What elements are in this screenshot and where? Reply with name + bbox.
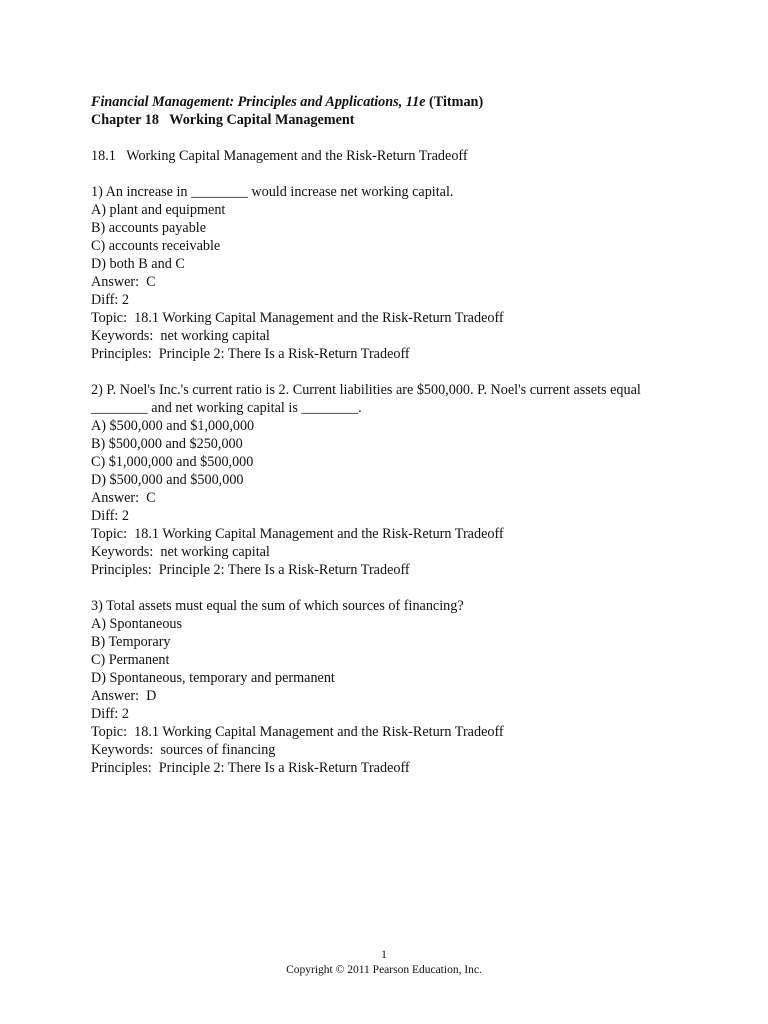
answer-key: Answer: C <box>91 490 156 506</box>
difficulty: Diff: 2 <box>91 508 129 524</box>
answer-key: Answer: D <box>91 688 157 704</box>
principles: Principles: Principle 2: There Is a Risk-Return Tradeoff <box>91 760 410 776</box>
question-stem: 2) P. Noel's Inc.'s current ratio is 2. Current liabilities are $500,000. P. Noel's current assets equal <box>91 382 641 398</box>
copyright-notice: Copyright © 2011 Pearson Education, Inc. <box>286 964 482 976</box>
answer-option: A) Spontaneous <box>91 616 183 632</box>
keywords: Keywords: net working capital <box>91 544 270 560</box>
topic: Topic: 18.1 Working Capital Management and the Risk-Return Tradeoff <box>91 724 504 740</box>
chapter-title: Chapter 18 Working Capital Management <box>91 112 355 128</box>
book-title: Financial Management: Principles and Applications, 11e <box>91 94 426 110</box>
keywords: Keywords: net working capital <box>91 328 270 344</box>
answer-option: C) accounts receivable <box>91 238 221 254</box>
answer-option: B) $500,000 and $250,000 <box>91 436 243 452</box>
spacer <box>91 129 691 147</box>
answer-option: D) both B and C <box>91 256 185 272</box>
answer-option: C) $1,000,000 and $500,000 <box>91 454 254 470</box>
book-header <box>91 93 691 111</box>
spacer <box>91 165 691 183</box>
question-stem: 3) Total assets must equal the sum of which sources of financing? <box>91 598 464 614</box>
answer-option: C) Permanent <box>91 652 170 668</box>
answer-option: B) Temporary <box>91 634 171 650</box>
answer-key: Answer: C <box>91 274 156 290</box>
difficulty: Diff: 2 <box>91 706 129 722</box>
book-author: (Titman) <box>429 94 484 110</box>
answer-option: A) $500,000 and $1,000,000 <box>91 418 255 434</box>
answer-option: B) accounts payable <box>91 220 207 236</box>
page-number: 1 <box>381 949 387 961</box>
question-block <box>91 183 691 363</box>
answer-option: A) plant and equipment <box>91 202 226 218</box>
topic: Topic: 18.1 Working Capital Management and the Risk-Return Tradeoff <box>91 526 504 542</box>
question-list <box>91 183 691 777</box>
question-stem: ________ and net working capital is ________. <box>91 400 362 416</box>
answer-option: D) Spontaneous, temporary and permanent <box>91 670 335 686</box>
answer-option: D) $500,000 and $500,000 <box>91 472 244 488</box>
principles: Principles: Principle 2: There Is a Risk-Return Tradeoff <box>91 346 410 362</box>
question-block <box>91 597 691 777</box>
question-stem: 1) An increase in ________ would increase net working capital. <box>91 184 454 200</box>
principles: Principles: Principle 2: There Is a Risk-Return Tradeoff <box>91 562 410 578</box>
question-block <box>91 381 691 579</box>
document-page <box>91 93 691 795</box>
section-title: 18.1 Working Capital Management and the Risk-Return Tradeoff <box>91 148 468 164</box>
keywords: Keywords: sources of financing <box>91 742 276 758</box>
topic: Topic: 18.1 Working Capital Management and the Risk-Return Tradeoff <box>91 310 504 326</box>
difficulty: Diff: 2 <box>91 292 129 308</box>
